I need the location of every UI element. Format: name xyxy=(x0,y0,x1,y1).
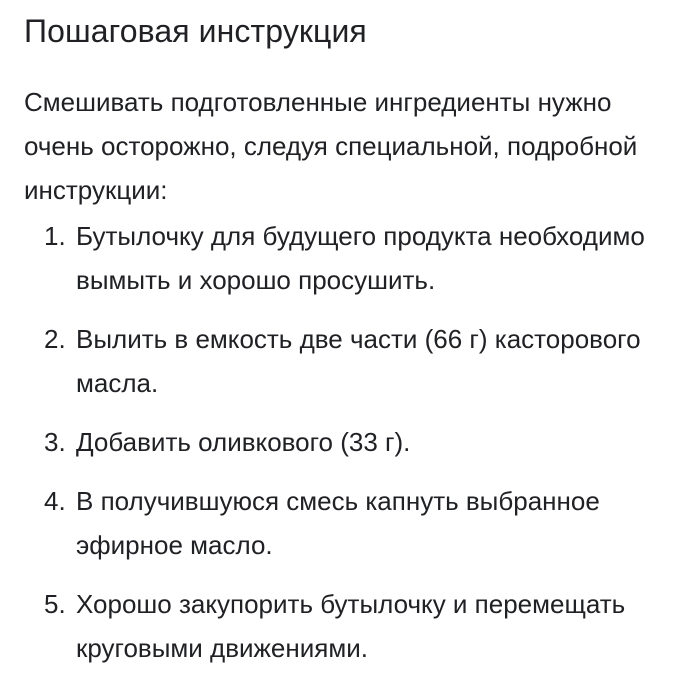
step-number: 1. xyxy=(44,221,66,251)
page-title: Пошаговая инструкция xyxy=(24,13,367,49)
step-text: Вылить в емкость две части (66 г) касторового масла. xyxy=(76,324,641,398)
step-number: 2. xyxy=(44,324,66,354)
step-text: Добавить оливкового (33 г). xyxy=(76,427,411,457)
step-number: 5. xyxy=(44,589,66,619)
steps-list xyxy=(24,214,676,670)
step-item-4 xyxy=(24,479,676,567)
step-number: 3. xyxy=(44,427,66,457)
step-text: Хорошо закупорить бутылочку и перемещать круговыми движениями. xyxy=(76,589,626,663)
step-item-1 xyxy=(24,214,676,302)
step-item-3 xyxy=(24,420,676,464)
intro-paragraph: Смешивать подготовленные ингредиенты нужно очень осторожно, следуя специальной, подробной инструкции: xyxy=(24,87,638,205)
step-text: В получившуюся смесь капнуть выбранное эфирное масло. xyxy=(76,486,600,560)
step-item-2 xyxy=(24,317,676,405)
step-item-5 xyxy=(24,582,676,670)
step-number: 4. xyxy=(44,486,66,516)
step-text: Бутылочку для будущего продукта необходимо вымыть и хорошо просушить. xyxy=(76,221,645,295)
